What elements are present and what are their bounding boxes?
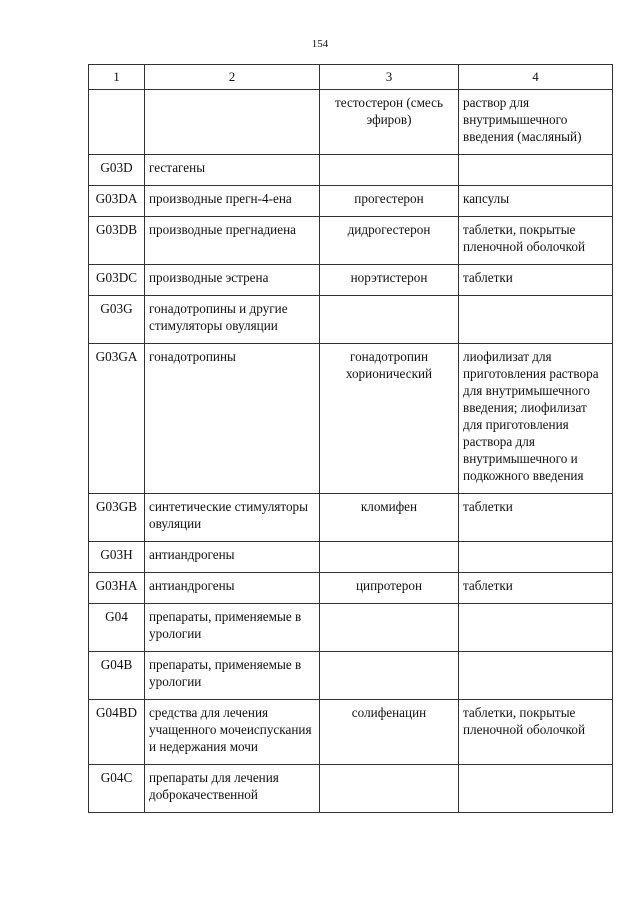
dosage-form-cell	[459, 652, 613, 700]
dosage-form-cell	[459, 604, 613, 652]
atc-code-cell: G03GB	[89, 494, 145, 542]
dosage-form-cell: таблетки, покрытые пленочной оболочкой	[459, 217, 613, 265]
atc-code-cell	[89, 90, 145, 155]
dosage-form-cell: капсулы	[459, 186, 613, 217]
inn-cell	[320, 155, 459, 186]
page-number: 154	[311, 38, 329, 50]
inn-cell	[320, 652, 459, 700]
atc-code-cell: G03D	[89, 155, 145, 186]
inn-cell: гонадотропин хорионический	[320, 344, 459, 494]
atc-code-cell: G03HA	[89, 573, 145, 604]
header-col-1: 1	[89, 65, 145, 90]
table-row	[89, 265, 613, 296]
inn-cell: прогестерон	[320, 186, 459, 217]
atc-code-cell: G04BD	[89, 700, 145, 765]
atc-code-cell: G04C	[89, 765, 145, 813]
atc-code-cell: G03G	[89, 296, 145, 344]
group-name-cell: средства для лечения учащенного мочеиспускания и недержания мочи	[145, 700, 320, 765]
atc-code-cell: G03DA	[89, 186, 145, 217]
atc-code-cell: G04B	[89, 652, 145, 700]
header-col-4: 4	[459, 65, 613, 90]
group-name-cell: гонадотропины	[145, 344, 320, 494]
atc-code-cell: G03DB	[89, 217, 145, 265]
group-name-cell	[145, 90, 320, 155]
atc-code-cell: G03H	[89, 542, 145, 573]
group-name-cell: гонадотропины и другие стимуляторы овуляции	[145, 296, 320, 344]
table-row	[89, 765, 613, 813]
inn-cell: ципротерон	[320, 573, 459, 604]
dosage-form-cell	[459, 765, 613, 813]
table-row	[89, 90, 613, 155]
table-row	[89, 186, 613, 217]
group-name-cell: препараты для лечения доброкачественной	[145, 765, 320, 813]
atc-code-cell: G04	[89, 604, 145, 652]
group-name-cell: синтетические стимуляторы овуляции	[145, 494, 320, 542]
dosage-form-cell: раствор для внутримышечного введения (масляный)	[459, 90, 613, 155]
header-col-3: 3	[320, 65, 459, 90]
atc-code-cell: G03DC	[89, 265, 145, 296]
group-name-cell: производные эстрена	[145, 265, 320, 296]
table-row	[89, 217, 613, 265]
group-name-cell: препараты, применяемые в урологии	[145, 652, 320, 700]
inn-cell	[320, 296, 459, 344]
dosage-form-cell: таблетки	[459, 573, 613, 604]
group-name-cell: производные прегн-4-ена	[145, 186, 320, 217]
table-row	[89, 573, 613, 604]
dosage-form-cell	[459, 155, 613, 186]
table-row	[89, 494, 613, 542]
dosage-form-cell	[459, 542, 613, 573]
header-col-2: 2	[145, 65, 320, 90]
table-row	[89, 296, 613, 344]
table-header-row	[89, 65, 613, 90]
table-row	[89, 542, 613, 573]
medication-table	[88, 64, 613, 813]
table-row	[89, 155, 613, 186]
dosage-form-cell: лиофилизат для приготовления раствора для внутримышечного введения; лиофилизат для приготовления раствора для внутримышечного и подкожного введения	[459, 344, 613, 494]
atc-code-cell: G03GA	[89, 344, 145, 494]
table-row	[89, 700, 613, 765]
inn-cell: тестостерон (смесь эфиров)	[320, 90, 459, 155]
group-name-cell: гестагены	[145, 155, 320, 186]
table-row	[89, 652, 613, 700]
inn-cell	[320, 542, 459, 573]
group-name-cell: антиандрогены	[145, 542, 320, 573]
table-row	[89, 604, 613, 652]
dosage-form-cell: таблетки, покрытые пленочной оболочкой	[459, 700, 613, 765]
inn-cell: дидрогестерон	[320, 217, 459, 265]
inn-cell: солифенацин	[320, 700, 459, 765]
inn-cell: кломифен	[320, 494, 459, 542]
group-name-cell: антиандрогены	[145, 573, 320, 604]
dosage-form-cell	[459, 296, 613, 344]
group-name-cell: производные прегнадиена	[145, 217, 320, 265]
dosage-form-cell: таблетки	[459, 265, 613, 296]
inn-cell: норэтистерон	[320, 265, 459, 296]
inn-cell	[320, 765, 459, 813]
dosage-form-cell: таблетки	[459, 494, 613, 542]
table-row	[89, 344, 613, 494]
inn-cell	[320, 604, 459, 652]
group-name-cell: препараты, применяемые в урологии	[145, 604, 320, 652]
